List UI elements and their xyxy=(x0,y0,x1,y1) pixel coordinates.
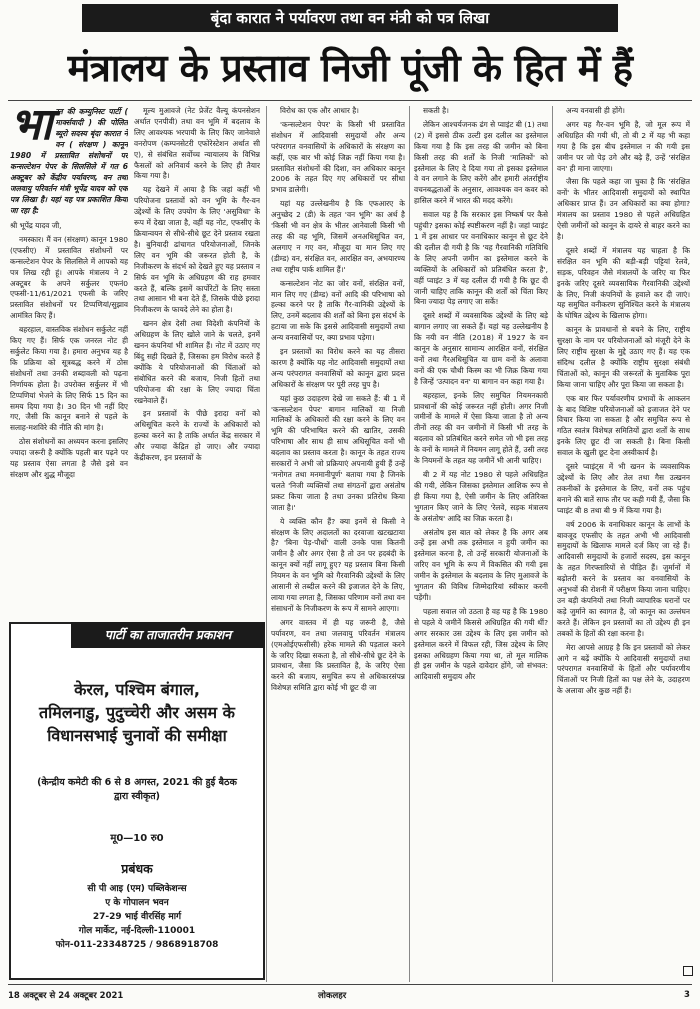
ad-phone-line: फोन-011-23348725 / 9868918708 xyxy=(55,940,219,950)
ad-heading-line: केरल, पश्चिम बंगाल, xyxy=(74,680,200,699)
headline-rule xyxy=(8,100,692,101)
ad-heading-line: तमिलनाडु, पुदुच्चेरी और असम के xyxy=(39,703,235,722)
column-4-paragraphs xyxy=(414,106,548,683)
ad-price: मू0—10 रु0 xyxy=(110,833,164,844)
article-paragraph: इन प्रस्तावों का विरोध करने का यह तीसरा कारण है क्योंकि यह नोट आदिवासी समुदायों तथा अन्य परंपरागत वनवासियों को कानून द्वारा प्रदत्त अधिकारों के संरक्षण पर पूरी तरह चुप है। xyxy=(271,347,405,389)
article-column-2 xyxy=(134,106,260,614)
column-divider xyxy=(409,106,410,982)
article-paragraph: कानून के प्रावधानों से बचने के लिए, राष्ट्रीय सुरक्षा के नाम पर परियोजनाओं को मंजूरी देने के लिए राष्ट्रीय सुरक्षा के मुद्दे उठाए गए हैं। यह एक संदिग्ध दलील है क्योंकि राष्ट्रीय सुरक्षा संबंधी चिंताओं को, कानून की जरूरतों के मुताबिक पूरा किया जाना चाहिए और पूरा किया जा सकता है। xyxy=(557,325,690,389)
article-paragraph: पहला सवाल जो उठता है वह यह है कि 1980 से पहले ये जमीनें किससे अधिग्रहित की गयी थीं? अगर सरकार उस उद्देश्य के लिए इस जमीन को इस्तेमाल करने में विफल रही, जिस उद्देश्य के लिए इसका अधिग्रहण किया गया था, तो मूल मालिक ही इस जमीन के पहले दावेदार होंगे, जो संभवत: आदिवासी समुदाय और xyxy=(414,606,548,682)
article-paragraph: वर्ष 2006 के वनाधिकार कानून के लाभों के बावजूद एफसीए के तहत अभी भी आदिवासी समुदायों के खिलाफ मामले दर्ज किए जा रहे हैं। आदिवासी समुदायों के हजारों सदस्य, इस कानून के तहत गिरफ्तारियों से पीड़ित हैं। जुर्मानों में बढ़ोतरी करने के प्रस्ताव का वनवासियों के अनुभवों की रोशनी में परीक्षण किया जाना चाहिए। उन बड़ी कंपनियों तथा निजी व्यापारिक घरानों पर कड़े जुर्माने का स्वागत है, जो कानून का उल्लंघन करते हैं। लेकिन इन प्रस्तावों का तो उद्देश्य ही इन तबकों के हितों की रक्षा करना है। xyxy=(557,519,690,638)
article-column-1 xyxy=(10,106,128,618)
footer-date: 18 अक्टूबर से 24 अक्टूबर 2021 xyxy=(8,991,124,1001)
ad-publisher-address xyxy=(11,882,263,952)
article-paragraph: एक बार फिर पर्यावरणीय प्रभावों के आकलन के बाद विशिष्ट परियोजनाओं को इजाजत देने पर विचार किया जा सकता है और समुचित रूप से गठित स्वतंत्र विशेषज्ञ समितियों द्वारा शर्तों के साथ इनके लिए छूट दी जा सकती है। बिना किसी सवाल के खुली छूट देना अस्वीकार्य है। xyxy=(557,393,690,458)
footer-rule xyxy=(8,984,692,985)
article-paragraph: नमस्कार। मैं वन (संरक्षण) कानून 1980 (एफसीए) में प्रस्तावित संशोधनों पर कन्सल्टेशन पेपर के सिलसिले में आपको यह पत्र लिख रही हूं। आपके मंत्रालय ने 2 अक्टूबर के अपने सर्कुलर एफनं0 एफसी-11/61/2021 एफसी के जरिए प्रस्तावित संशोधनों पर टिप्पणियां/सुझाव आमंत्रित किए हैं। xyxy=(10,234,128,321)
article-end-mark xyxy=(683,966,693,976)
article-paragraph: विरोध का एक और आधार है। xyxy=(280,106,359,115)
column-2-paragraphs xyxy=(134,106,260,464)
column-divider xyxy=(552,106,553,982)
article-paragraph: अगर यह गैर-वन भूमि है, जो मूल रूप में अधिग्रहित की गयी थी, तो बी 2 में यह भी कहा गया है कि इस बीच इस्तेमाल न की गयी इस जमीन पर जो पेड़ उगे और बढ़े हैं, उन्हें 'संरक्षित वन' ही माना जाएगा। xyxy=(557,119,690,173)
article-paragraph: जैसा कि पहले कहा जा चुका है कि 'संरक्षित वनों' के भीतर आदिवासी समुदायों को स्थापित अधिकार प्राप्त हैं। उन अधिकारों का क्या होगा? मंत्रालय का प्रस्ताव 1980 से पहले अधिग्रहित ऐसी जमीनों को कानून के दायरे से बाहर करने का है। xyxy=(557,177,690,241)
article-paragraph: ठोस संशोधनों का अध्ययन करना इसलिए ज्यादा जरूरी है क्योंकि पहली बार पढ़ने पर यह प्रस्ताव ऐसा लगता है जैसे इसे वन संरक्षण और शुद्ध मौजूदा xyxy=(10,437,128,479)
article-paragraph: अगर वास्तव में ही यह जरूरी है, जैसे पर्यावरण, वन तथा जलवायु परिवर्तन मंत्रालय (एमओईएफसीसी) हरेक मामले की पड़ताल करने के जरिए दिखा सकता है, तो सीधे-सीधे छूट देने के प्रावधान, जैसा कि प्रस्तावित है, के जरिए ऐसा करने की बजाय, समुचित रूप से अधिकारसंपन्न विशेषज्ञ समिति द्वारा कोई भी छूट दी जा xyxy=(271,617,405,693)
ad-heading-line: विधानसभाई चुनावों की समीक्षा xyxy=(47,726,227,745)
ad-title: पार्टी का ताजातरीन प्रकाशन xyxy=(71,622,265,648)
column-5-paragraphs xyxy=(557,106,690,697)
ad-publisher-title: प्रबंधक xyxy=(121,861,153,876)
article-paragraph: बी 2 में यह नोट 1980 से पहले अधिग्रहित की गयी, लेकिन जिसका इस्तेमाल आशिक रूप से ही किया गया है, ऐसी जमीन के लिए अतिरिक्त भुगतान किए जाने के लिए 'रेलवे, सड़क मंत्रालय के असंतोष' आदि का जिक्र करता है। xyxy=(414,470,548,523)
article-column-5 xyxy=(557,106,690,964)
publication-ad-box xyxy=(9,622,265,980)
article-paragraph: श्री भूपेंद्र यादव जी, xyxy=(10,221,62,230)
article-paragraph: मूल्य मुआवजे (नेट प्रेजेंट वैल्यू कंपनसेशन अर्थात एनपीवी) तथा वन भूमि में बदलाव के लिए आवश्यक भरपायी के लिए किए जानेवाले वनरोपण (कम्पनसेटरी एफोरेस्टेशन अर्थात सी ए), से संबंधित सर्वोच्च न्यायालय के विभिन्न फैसलों को अनिवार्य करने के लिए ही तैयार किया गया है। xyxy=(134,106,260,181)
article-paragraph: इन प्रस्तावों के पीछे इरादा वनों को अधिसूचित करने के राज्यों के अधिकारों को हल्का करने का है ताकि अर्थात केंद्र सरकार में और ज्यादा केंद्रित हो जाए। और ज्यादा केंद्रीकरण, इन प्रस्तावों के xyxy=(134,409,260,463)
article-paragraph: दूसरे शब्दों में व्यवसायिक उद्देश्यों के लिए बड़े बागान लगाए जा सकते हैं। यहां यह उल्लेखनीय है कि नयी वन नीति (2018) में 1927 के वन कानून के अनुसार सामान्य आरक्षित वनों, संरक्षित वनों तथा गैरअधिसूचित या ग्राम वनों के अलावा वनों की एक चौथी किस्म का भी जिक्र किया गया है जिन्हें 'उत्पादन वन' या बागान वन कहा गया है। xyxy=(414,311,548,386)
article-paragraph: अन्य वनवासी ही होंगे। xyxy=(566,106,625,115)
article-paragraph: ये व्यक्ति कौन हैं? क्या इनमें से किसी ने संरक्षण के लिए अदालतों का दरवाजा खटखटाया है? 'बिना पेड़-पौधों' वाली उनके पास कितनी जमीन है और अगर ऐसा है तो उन पर हदबंदी के कानून क्यों नहीं लागू हुए? यह प्रस्ताव बिना किसी नियमन के वन भूमि को गैरवानिकी उद्देश्यों के लिए आसानी से तब्दील करने की इजाजत देने के लिए, लाया गया लगता है, जिसका परिणाम वनों तथा वन संसाधनों के निजीकरण के रूप में सामने आएगा। xyxy=(271,516,405,613)
footer-page-number: 3 xyxy=(684,990,690,1000)
article-paragraph: लेकिन आश्चर्यजनक ढंग से प्वाइंट बी (1) तथा (2) में इससे ठीक उल्टी इस दलील का इस्तेमाल किया गया है कि इस तरह की जमीन को बिना किसी तरह की शर्तों के निजी 'मालिकों' को इस्तेमाल के लिए दे दिया गया तो इसका इस्तेमाल वे वन लगाने के लिए करेंगे और हमारी अंतर्राष्ट्रीय वचनबद्धताओं के अनुसार, आवश्यक वन कवर को हासिल करने में भारत की मदद करेंगे। xyxy=(414,119,548,206)
article-paragraph: बहरहाल, वास्तविक संशोधन सर्कुलेट नहीं किए गए हैं। सिर्फ एक जनरल नोट ही सर्कुलेट किया गया है। हमारा अनुभव यह है कि प्रक्रिया को सूत्रबद्ध करने में ठोस संशोधनों तथा उनकी शब्दावली को पढ़ना निर्णायक होता है। उपरोक्त सर्कुलर में भी टिप्पणियां भेजने के लिए सिर्फ 15 दिन का समय दिया गया है। 30 दिन भी नहीं दिए गए, जैसी कि कानून बनाने से पहले के सलाह-मशविरे की नीति की मांग है। xyxy=(10,325,128,433)
article-paragraph: खनन क्षेत्र देसी तथा विदेशी कंपनियों के अधिग्रहण के लिए खोले जाने के चलते, इनमें खनन कंपनियां भी शामिल हैं। नोट में उठाए गए बिंदु सही दिखते हैं, जिसका हम विरोध करते हैं क्योंकि ये परियोजनाओं की चिंताओं को संबोधित करने की बजाय, निजी हितों तथा परियोजना की रक्षा के लिए ज्यादा चिंता रखनेवाले हैं। xyxy=(134,319,260,405)
ad-heading xyxy=(11,678,263,747)
article-column-3 xyxy=(271,106,405,982)
article-paragraph: दूसरे शब्दों में मंत्रालय यह चाहता है कि संरक्षित वन भूमि की बड़ी-बड़ी पट्टियां रेलवे, सड़क, परिवहन जैसे मंत्रालयों के जरिए या फिर इनके जरिए दूसरे व्यवसायिक गैरवानिकी उद्देश्यों के लिए, निजी कंपनियों के हवाले कर दी जाएं। यह समुचित वनीकरण सुनिश्चित करने के मंत्रालय के घोषित उद्देश्य के खिलाफ होगा। xyxy=(557,245,690,321)
column-1-paragraphs xyxy=(10,221,128,481)
article-paragraph: यहां कुछ उदाहरण देखे जा सकते हैं: बी 1 में 'कन्सल्टेशन पेपर' बागान मालिकों या निजी मालिकों के अधिकारों की रक्षा करने के लिए वन भूमि की परिभाषित करने की खातिर, उसकी परिभाषा और साथ ही साथ अधिसूचित वनों भी बदलाव का प्रस्ताव करता है। कानून के तहत राज्य सरकारों ने अभी जो प्रक्रियाएं अपनायी हुयी हैं उन्हें 'मनोगत तथा मनमानीपूर्ण' बताया गया है जिनके चलते 'निजी व्यक्तियों तथा संगठनों द्वारा असंतोष प्रकट किया जाता है तथा उनका प्रतिरोध किया जाता है।' xyxy=(271,393,405,512)
page-headline: मंत्रालय के प्रस्ताव निजी पूंजी के हित में हैं xyxy=(67,46,633,90)
article-paragraph: सवाल यह है कि सरकार इस निष्कर्ष पर कैसे पहुंची? इसका कोई स्पष्टीकरण नहीं है। जहां प्वाइंट 1 में इस आधार पर वनाधिकार कानून से छूट देने की दलील दी गयी है कि 'यह गैरवानिकी गतिविधि के लिए अपनी जमीन का इस्तेमाल करने के व्यक्तियों के अधिकारों को प्रतिबंधित करता है', वहीं प्वाइंट 3 में यह दलील दी गयी है कि छूट दी जानी चाहिए ताकि कानून की शर्तों को चिंता किए बिना ज्यादा पेड़ लगाए जा सकें! xyxy=(414,210,548,307)
dropcap: भा xyxy=(10,106,53,150)
article-paragraph: यहां यह उल्लेखनीय है कि एफआरए के अनुच्छेद 2 (डी) के तहत 'वन भूमि' का अर्थ है 'किसी भी वन क्षेत्र के भीतर आनेवाली किसी भी तरह की वह भूमि, जिसमें अनअधिसूचित वन, अलगाए न गए वन, मौजूदा या मान लिए गए (डीम्ड) वन, संरक्षित वन, आरक्षित वन, अभयारण्य तथा राष्ट्रीय पार्क शामिल हैं।' xyxy=(271,199,405,274)
article-column-4 xyxy=(414,106,548,982)
article-paragraph: कन्सल्टेशन नोट का जोर वनों, संरक्षित वनों, मान लिए गए (डीम्ड) वनों आदि की परिभाषा को हल्का करने पर है ताकि गैर-वानिकी उद्देश्यों के लिए, उनमें बदलाव की शर्तों को बिना इस संदर्भ के हटाया जा सके कि इससे आदिवासी समुदायों तथा अन्य वनवासियों पर, क्या प्रभाव पड़ेगा। xyxy=(271,278,405,343)
article-paragraph: बहरहाल, इनके लिए समुचित नियमनकारी प्रावधानों की कोई जरूरत नहीं होती। अगर निजी जमीनों के मामले में ऐसा किया जाता है तो अन्य तीनों तरह की वन जमीनों में किसी भी तरह के बदलाव को प्रतिबंधित करने समेत जो भी इस तरह के वनों के मामले में नियमन लागू होते हैं, उसी तरह के नियमनों के तहत यह जमीनें भी आनी चाहिए। xyxy=(414,390,548,466)
ad-address-line: गोल मार्केट, नई-दिल्ली-110001 xyxy=(78,926,196,936)
article-paragraph: मेरा आपसे आग्रह है कि इन प्रस्तावों को लेकर आगे न बढ़ें क्योंकि ये आदिवासी समुदायों तथा परंपरागत वनवासियों के हितों और पर्यावरणीय चिंताओं पर निजी हितों का पक्ष लेने के, उदाहरण के अलावा और कुछ नहीं हैं। xyxy=(557,642,690,696)
article-paragraph: 'कन्सल्टेशन पेपर' के किसी भी प्रस्तावित संशोधन में आदिवासी समुदायों और अन्य परंपरागत वनवासियों के अधिकारों के संरक्षण का कहीं, एक बार भी कोई जिक्र नहीं किया गया है। प्रस्तावित संशोधनों की दिशा, वन अधिकार कानून 2006 के तहत दिए गए अधिकारों पर सीधा प्रभाव डालेगी। xyxy=(271,119,405,195)
lead-text: रत की कम्युनिस्ट पार्टी ( मार्क्सवादी ) की पोलित ब्यूरो सदस्य बृंदा कारात ने वन ( संरक्षण ) कानून 1980 में प्रस्तावित संशोधनों पर कन्सल्टेशन पेपर के सिलसिले में गत 6 अक्टूबर को केंद्रीय पर्यावरण, वन तथा जलवायु परिवर्तन मंत्री भूपेंद्र यादव को एक पत्र लिखा है। यहां यह पत्र प्रकाशित किया जा रहा है: xyxy=(10,107,128,215)
article-paragraph: असंतोष इस बात को लेकर है कि अगर अब उन्हें इस अभी तक इस्तेमाल न हुयी जमीन का इस्तेमाल करना है, तो उन्हें सरकारी योजनाओं के जरिए वन भूमि के रूप में विकसित की गयी इस जमीन के इस्तेमाल के बदलाव के लिए मुआवजे के भुगतान की विविध जिम्मेदारियां स्वीकार करनी पड़ेंगी। xyxy=(414,527,548,602)
article-paragraph: दूसरे प्वाइंट्स में भी खनन के व्यवसायिक उद्देश्यों के लिए और तेल तथा गैस उत्खनन तकनीकों के इस्तेमाल के लिए, वनों तक पहुंच बनाने की बातें साफ तौर पर कही गयी हैं, जैसा कि प्वाइंट बी 8 तथा बी 9 में किया गया है। xyxy=(557,462,690,515)
ad-subtitle: (केन्द्रीय कमेटी की 6 से 8 अगस्त, 2021 की हुई बैठक द्वारा स्वीकृत) xyxy=(37,777,237,802)
article-lead xyxy=(10,106,128,216)
ad-address-line: सी पी आइ (एम) पब्लिकेशन्स xyxy=(87,884,187,894)
kicker-banner: बृंदा कारात ने पर्यावरण तथा वन मंत्री को पत्र लिखा xyxy=(82,4,618,32)
ad-address-line: 27-29 भाई वीरसिंह मार्ग xyxy=(92,912,182,922)
column-3-paragraphs xyxy=(271,106,405,694)
ad-address-line: ए के गोपालन भवन xyxy=(105,898,169,908)
article-paragraph: यह देखने में आया है कि जहां कहीं भी परियोजना प्रस्तावों को वन भूमि के गैर-वन उद्देश्यों के लिए उपयोग के लिए 'असुविधा' के रूप में देखा जाता है, वहीं यह नोट, एफसीए के क्रियान्वयन से सीधे-सीधे छूट देने प्रस्ताव रखता है। बुनियादी ढांचागत परियोजनाओं, जिनके लिए वन भूमि की जरूरत होती है, के निजीकरण के संदर्भ को देखते हुए यह प्रस्ताव न सिर्फ वन भूमि के अधिग्रहण की राह हमवार करते हैं, बल्कि इसमें कार्पोरेटों के लिए सस्ता तथा आसान भी बना देते हैं, जिसके पीछे इरादा निजीकरण के फायदे लेने का होता है। xyxy=(134,185,260,315)
footer-paper-name: लोकलहर xyxy=(318,991,347,1001)
article-paragraph: सकती है। xyxy=(423,106,449,115)
column-divider xyxy=(266,106,267,982)
